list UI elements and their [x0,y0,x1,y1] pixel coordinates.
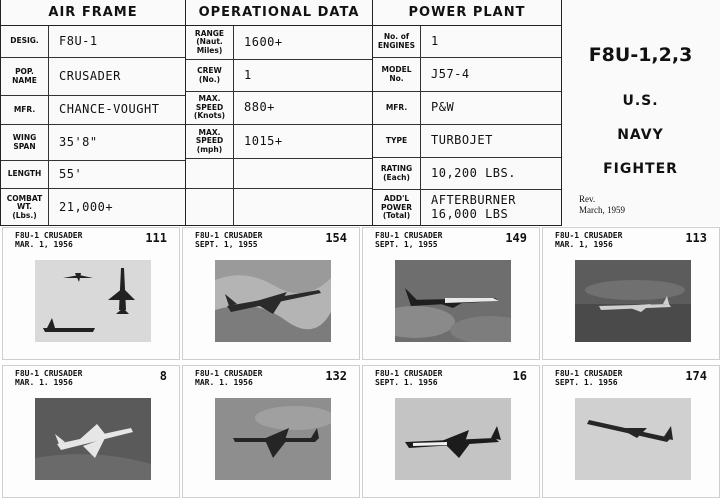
label: MODEL No. [373,58,421,91]
card-number: 111 [145,231,167,245]
power-plant-section [372,0,562,226]
card-caption: F8U-1 CRUSADER MAR. 1, 1956 [15,231,83,250]
value: CRUSADER [59,68,121,83]
operational-row-range [186,26,372,60]
card-caption: F8U-1 CRUSADER SEPT. 1, 1955 [375,231,443,250]
aircraft-light-sky [395,398,511,480]
value: 10,200 LBS. [431,165,516,180]
label: ADD'L POWER (Total) [373,190,421,226]
card-number: 16 [512,369,527,383]
label: RATING (Each) [373,158,421,189]
card-number: 154 [325,231,347,245]
operational-row-max-speed-mph [186,125,372,159]
card-113 [542,227,720,360]
card-caption: F8U-1 CRUSADER SEPT. 1. 1956 [375,369,443,388]
air-frame-row-combat-weight [1,189,185,226]
label: MAX. SPEED (Knots) [186,92,234,124]
aircraft-over-sea [575,260,691,342]
operational-row-max-speed-knots [186,92,372,125]
value: P&W [431,100,455,115]
value: 1 [431,33,439,48]
label [186,189,234,226]
card-number: 8 [159,369,167,383]
recognition-cards [0,226,720,499]
label: MFR. [373,92,421,124]
card-8 [2,365,180,498]
label: RANGE (Naut. Miles) [186,26,234,59]
value: CHANCE-VOUGHT [59,102,160,117]
air-frame-section [0,0,186,226]
aircraft-climbing [575,398,691,480]
card-111 [2,227,180,360]
three-view-drawing [35,260,151,342]
label: No. of ENGINES [373,26,421,57]
air-frame-row-designation [1,26,185,58]
operational-row-crew [186,60,372,92]
power-row-type [373,125,561,158]
value: 880+ [244,100,275,115]
card-caption: F8U-1 CRUSADER SEPT. 1. 1956 [555,369,623,388]
power-row-rating [373,158,561,190]
air-frame-header: AIR FRAME [1,0,185,26]
power-row-engines [373,26,561,58]
service-country: U.S. [622,93,659,109]
revision-date: Rev. March, 1959 [579,194,625,215]
card-number: 174 [685,369,707,383]
title-panel [561,0,720,226]
value: 1 [244,67,252,82]
power-row-manufacturer [373,92,561,125]
label: DESIG. [1,26,49,57]
card-174 [542,365,720,498]
air-frame-row-length [1,161,185,189]
aircraft-over-terrain [215,260,331,342]
card-154 [182,227,360,360]
value: AFTERBURNER 16,000 LBS [431,193,516,221]
air-frame-row-manufacturer [1,96,185,125]
operational-row-empty-2 [186,189,372,226]
value: F8U-1 [59,33,98,48]
value: J57-4 [431,66,470,81]
card-caption: F8U-1 CRUSADER MAR. 1. 1956 [15,369,83,388]
card-132 [182,365,360,498]
spec-sheet [0,0,720,226]
service-branch: NAVY [617,127,664,143]
operational-row-empty-1 [186,159,372,189]
aircraft-in-clouds [395,260,511,342]
card-caption: F8U-1 CRUSADER MAR. 1. 1956 [195,369,263,388]
value: TURBOJET [431,133,493,148]
value: 55' [59,166,83,181]
label: COMBAT WT. (Lbs.) [1,189,49,226]
air-frame-row-popular-name [1,58,185,96]
power-plant-header: POWER PLANT [373,0,561,26]
label: MFR. [1,96,49,124]
aircraft-banking-dark [35,398,151,480]
power-row-model [373,58,561,92]
card-number: 113 [685,231,707,245]
label: CREW (No.) [186,60,234,91]
value: 35'8" [59,134,98,149]
label: LENGTH [1,161,49,188]
operational-data-header: OPERATIONAL DATA [186,0,372,26]
card-caption: F8U-1 CRUSADER SEPT. 1, 1955 [195,231,263,250]
card-149 [362,227,540,360]
value: 1600+ [244,34,283,49]
card-number: 132 [325,369,347,383]
card-number: 149 [505,231,527,245]
label: WING SPAN [1,125,49,160]
value: 21,000+ [59,199,114,214]
air-frame-row-wing-span [1,125,185,161]
card-16 [362,365,540,498]
label: POP. NAME [1,58,49,95]
power-row-additional-power [373,190,561,226]
aircraft-gray-sky [215,398,331,480]
card-caption: F8U-1 CRUSADER MAR. 1, 1956 [555,231,623,250]
aircraft-role: FIGHTER [603,161,678,177]
label: TYPE [373,125,421,157]
operational-data-section [185,0,373,226]
label [186,159,234,188]
aircraft-designation: F8U-1,2,3 [588,44,693,66]
label: MAX. SPEED (mph) [186,125,234,158]
value: 1015+ [244,133,283,148]
